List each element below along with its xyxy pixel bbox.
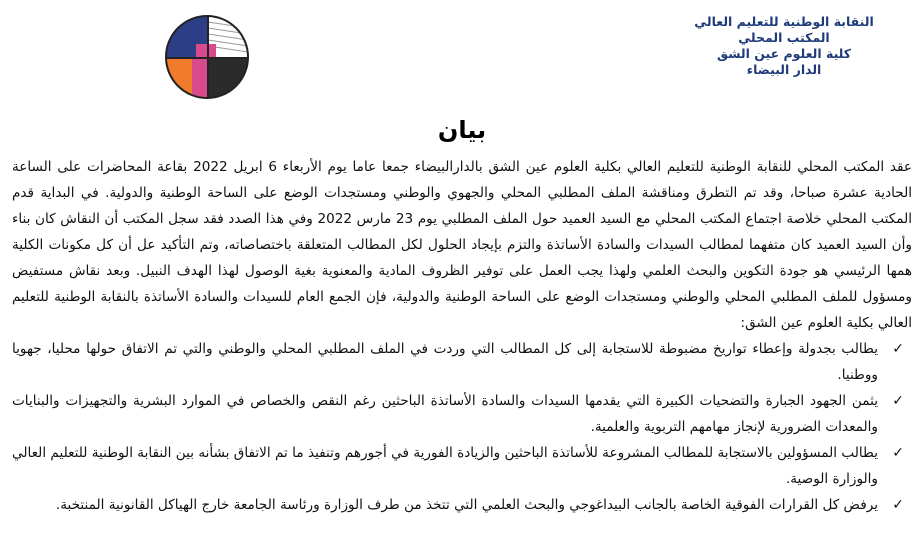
list-item-text: يرفض كل القرارات الفوقية الخاصة بالجانب البيداغوجي والبحث العلمي التي تتخذ من طرف الوزارة ورئاسة الجامعة خارج الهياكل القانونية المنتخبة. [55, 497, 878, 513]
document-title: بيان [437, 116, 487, 144]
institution-header [674, 14, 894, 78]
statement-body [12, 154, 912, 518]
check-icon: ✓ [892, 341, 904, 357]
check-icon: ✓ [892, 393, 904, 409]
header-line-union: النقابة الوطنية للتعليم العالي [694, 14, 874, 29]
union-logo [164, 14, 250, 100]
header-line-office: المكتب المحلي [738, 30, 830, 45]
header-line-city: الدار البيضاء [746, 62, 822, 77]
intro-paragraph: عقد المكتب المحلي للنقابة الوطنية للتعليم العالي بكلية العلوم عين الشق بالدارالبيضاء جمعا عاما يوم الأربعاء 6 ابريل 2022 بقاعة المحاضرات على الساعة الحادية عشرة صباحا، وقد تم التطرق ومناقشة الملف المطلبي المحلي والجهوي والوطني ومستجدات الوضع على الساحة الوطنية والدولية. في البداية قدم المكتب المحلي خلاصة اجتماع المكتب المحلي مع السيد العميد حول الملف المطلبي يوم 23 مارس 2022 وفي هذا الصدد فقد سجل المكتب أن النقاش كان بناء وأن السيد العميد كان متفهما لمطالب السيدات والسادة الأساتذة والتزم بإيجاد الحلول لكل المطالب المتعلقة باختصاصاته، وتم التأكيد عل أن كل مكونات الكلية همها الرئيسي هو جودة التكوين والبحث العلمي ولهذا يجب العمل على توفير الظروف المادية والمعنوية بغية الوصول لهذا الهدف النبيل. وبعد نقاش مستفيض ومسؤول للملف المطلبي المحلي والوطني ومستجدات الوضع على الساحة الوطنية والدولية، فإن الجمع العام للسيدات والسادة الأساتذة بالنقابة الوطنية للتعليم العالي بكلية العلوم عين الشق: [12, 159, 913, 331]
list-item-text: يثمن الجهود الجبارة والتضحيات الكبيرة التي يقدمها السيدات والسادة الأساتذة الباحثين رغم النقص والخصاص في الموارد البشرية والتجهيزات والبنايات والمعدات الضرورية لإنجاز مهامهم التربوية والعلمية. [12, 393, 878, 435]
list-item [12, 388, 912, 440]
list-item-text: يطالب بجدولة وإعطاء تواريخ مضبوطة للاستجابة إلى كل المطالب التي وردت في الملف المطلبي المحلي والوطني والتي تم الاتفاق حولها محليا، جهويا ووطنيا. [12, 341, 878, 383]
check-icon: ✓ [892, 497, 904, 513]
list-item [12, 492, 912, 518]
list-item-text: يطالب المسؤولين بالاستجابة للمطالب المشروعة للأساتذة الباحثين والزيادة الفورية في أجورهم وتنفيذ ما تم الاتفاق بشأنه بين النقابة الوطنية للتعليم العالي والوزارة الوصية. [12, 445, 878, 487]
check-icon: ✓ [892, 445, 904, 461]
list-item [12, 336, 912, 388]
demands-list [12, 336, 912, 518]
header-line-faculty: كلية العلوم عين الشق [716, 46, 852, 61]
list-item [12, 440, 912, 492]
union-logo-graphic [164, 14, 250, 100]
